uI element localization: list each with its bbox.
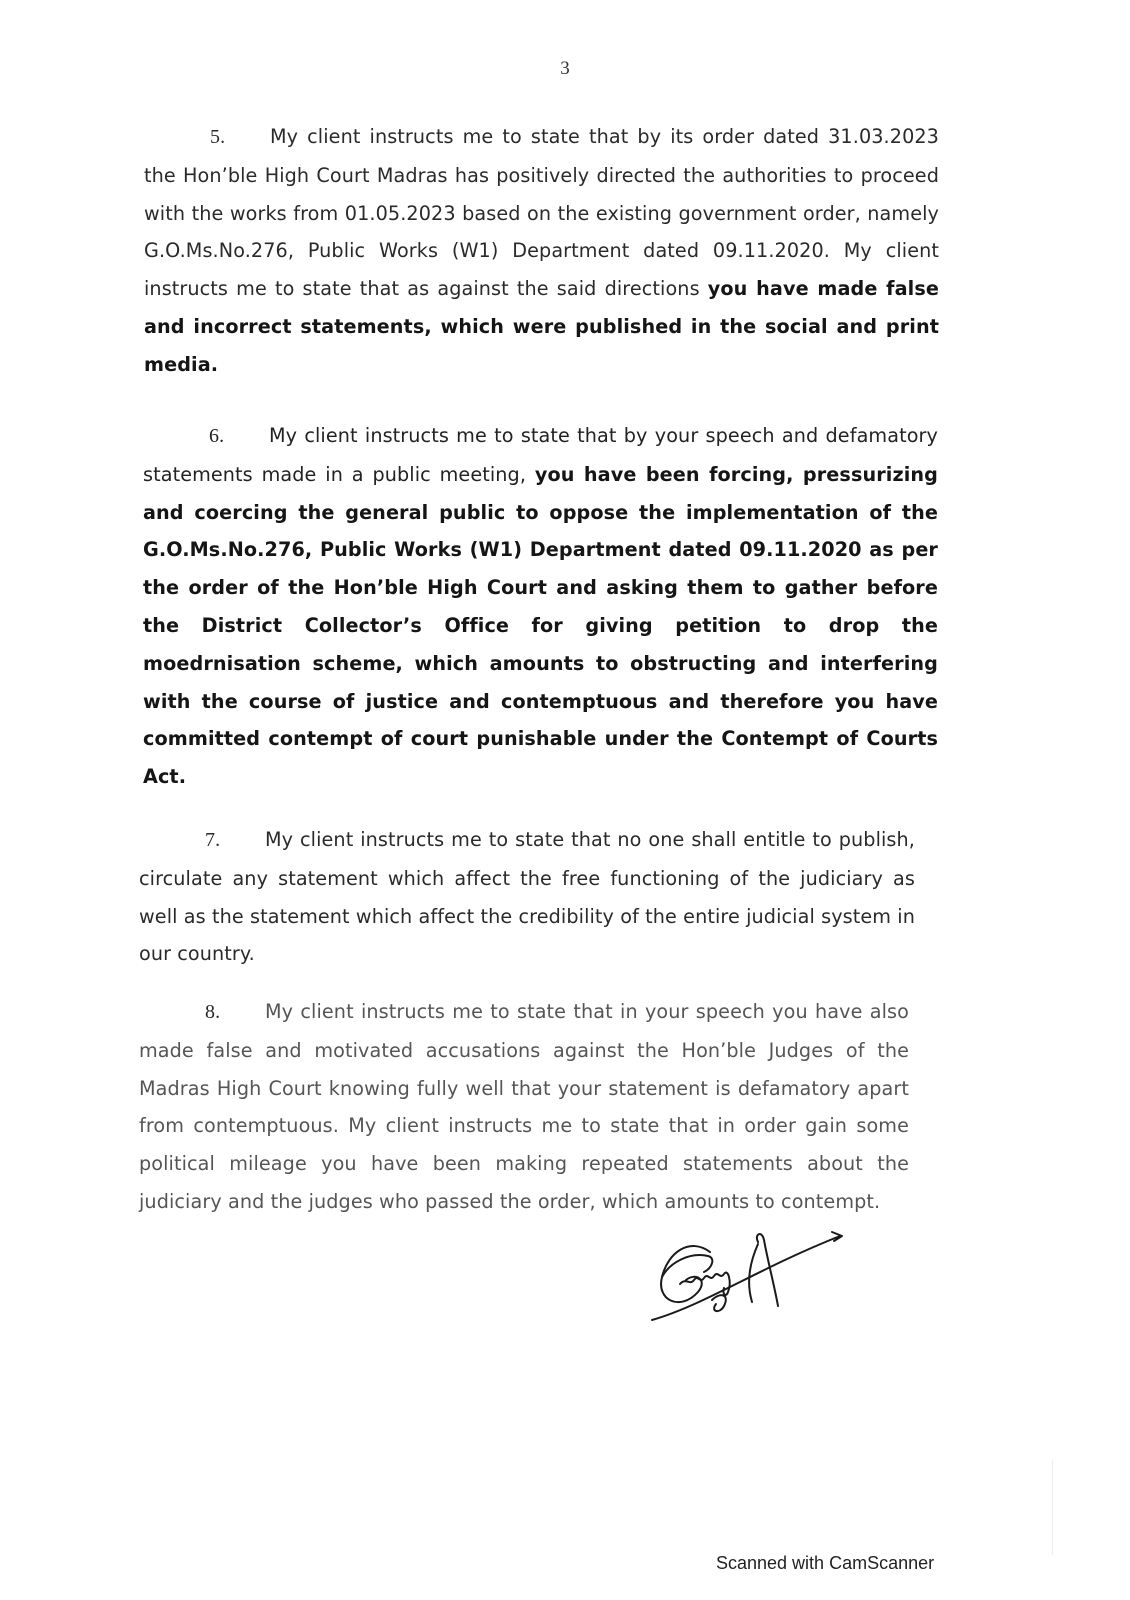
paragraph-number: 8. bbox=[205, 1001, 221, 1023]
scan-edge-artifact bbox=[1052, 1460, 1053, 1555]
paragraph-6 bbox=[143, 417, 938, 796]
paragraph-text: My client instructs me to state that by its order dated 31.03.2023 the Hon’ble High Court Madras has positively directed the authorities to proceed with the works from 01.05.2023 based on the existing government order, namely G.O.Ms.No.276, Public Works (W1) Department dated 09.11.2020. My client instructs me to state that as against the said directions bbox=[144, 125, 939, 301]
paragraph-number: 5. bbox=[210, 126, 226, 148]
paragraph-text: My client instructs me to state that by your speech and defamatory statements made in a public meeting, bbox=[143, 424, 938, 486]
paragraph-text-bold: you have been forcing, pressurizing and coercing the general public to oppose the implementation of the G.O.Ms.No.276, Public Works (W1) Department dated 09.11.2020 as per the order of the Hon’ble High Court and asking them to gather before the District Collector’s Office for giving petition to drop the moedrnisation scheme, which amounts to obstructing and interfering with the course of justice and contemptuous and therefore you have committed contempt of court punishable under the Contempt of Courts Act. bbox=[143, 462, 939, 789]
page-number: 3 bbox=[560, 58, 570, 79]
paragraph-text: My client instructs me to state that no one shall entitle to publish, circulate any statement which affect the free functioning of the judiciary as well as the statement which affect the credibility of the entire judicial system in our country. bbox=[139, 828, 915, 966]
paragraph-5 bbox=[144, 118, 939, 384]
paragraph-8 bbox=[139, 993, 909, 1221]
paragraph-number: 6. bbox=[209, 425, 225, 447]
paragraph-number: 7. bbox=[205, 829, 221, 851]
camscanner-watermark: Scanned with CamScanner bbox=[716, 1553, 935, 1573]
paragraph-text-bold: you have made false and incorrect statements, which were published in the social and print media. bbox=[144, 277, 939, 376]
paragraph-text: My client instructs me to state that in your speech you have also made false and motivated accusations against the Hon’ble Judges of the Madras High Court knowing fully well that your statement is defamatory apart from contemptuous. My client instructs me to state that in order gain some political mileage you have been making repeated statements about the judiciary and the judges who passed the order, which amounts to contempt. bbox=[139, 1000, 909, 1213]
paragraph-7 bbox=[139, 821, 915, 973]
signature-icon bbox=[650, 1222, 850, 1322]
